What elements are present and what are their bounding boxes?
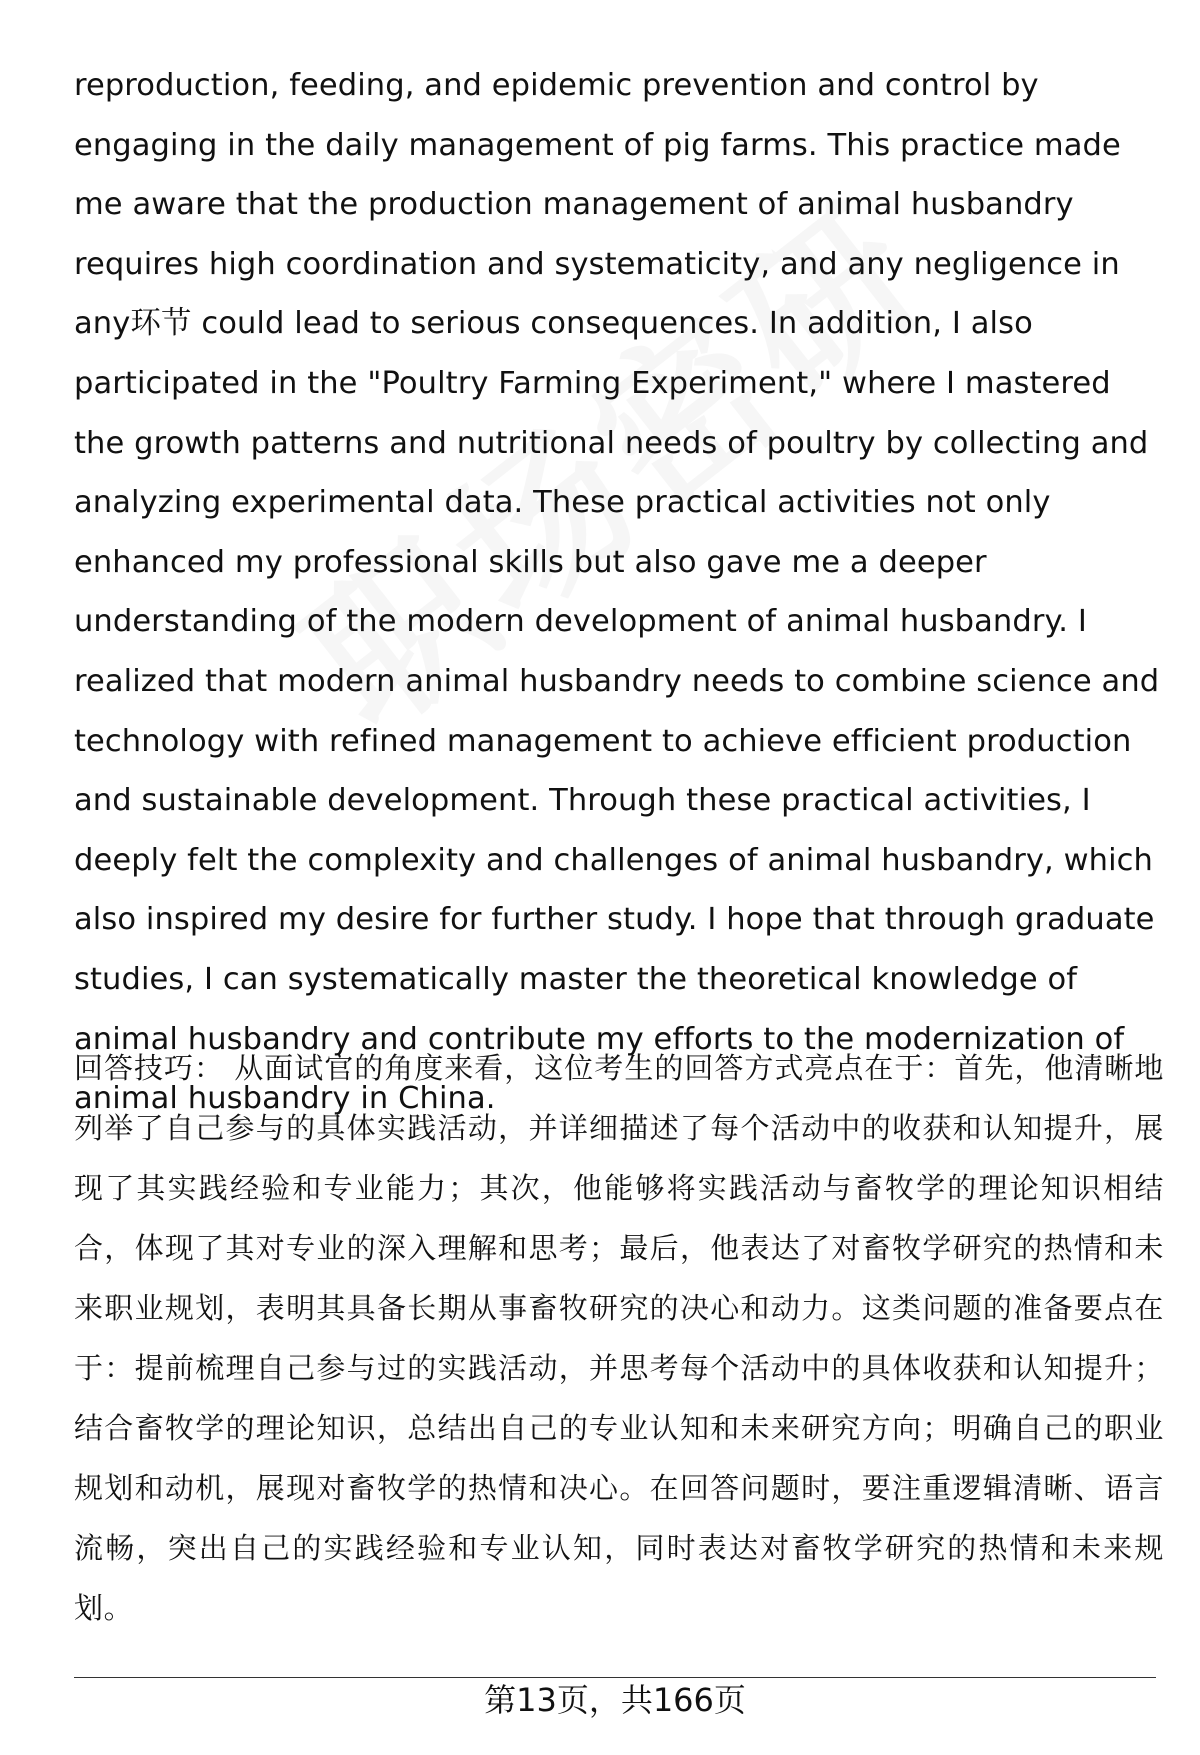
footer-divider — [74, 1677, 1156, 1678]
body-paragraph: reproduction, feeding, and epidemic prevention and control by engaging in the daily management of pig farms. This practice made me aware that the production management of animal husbandry requires high coordination and systematicity, and any negligence in any环节 could lead to serious consequences. In addition, I also participated in the "Poultry Farming Experiment," where I mastered the growth patterns and nutritional needs of poultry by collecting and analyzing experimental data. These practical activities not only enhanced my professional skills but also gave me a deeper understanding of the modern development of animal husbandry. I realized that modern animal husbandry needs to combine science and technology with refined management to achieve efficient production and sustainable development. Through these practical activities, I deeply felt the complexity and challenges of animal husbandry, which also inspired my desire for further study. I hope that through graduate studies, I can systematically master the theoretical knowledge of animal husbandry and contribute my efforts to the modernization of animal husbandry in China. — [74, 68, 1160, 1117]
page-number: 第13页，共166页 — [484, 1681, 746, 1719]
answer-tips-paragraph: 回答技巧： 从面试官的角度来看，这位考生的回答方式亮点在于：首先，他清晰地列举了自己参与的具体实践活动，并详细描述了每个活动中的收获和认知提升，展现了其实践经验和专业能力；其次，他能够将实践活动与畜牧学的理论知识相结合，体现了其对专业的深入理解和思考；最后，他表达了对畜牧学研究的热情和未来职业规划，表明其具备长期从事畜牧研究的决心和动力。这类问题的准备要点在于：提前梳理自己参与过的实践活动，并思考每个活动中的具体收获和认知提升；结合畜牧学的理论知识，总结出自己的专业认知和未来研究方向；明确自己的职业规划和动机，展现对畜牧学的热情和决心。在回答问题时，要注重逻辑清晰、语言流畅，突出自己的实践经验和专业认知，同时表达对畜牧学研究的热情和未来规划。 — [74, 1051, 1164, 1625]
